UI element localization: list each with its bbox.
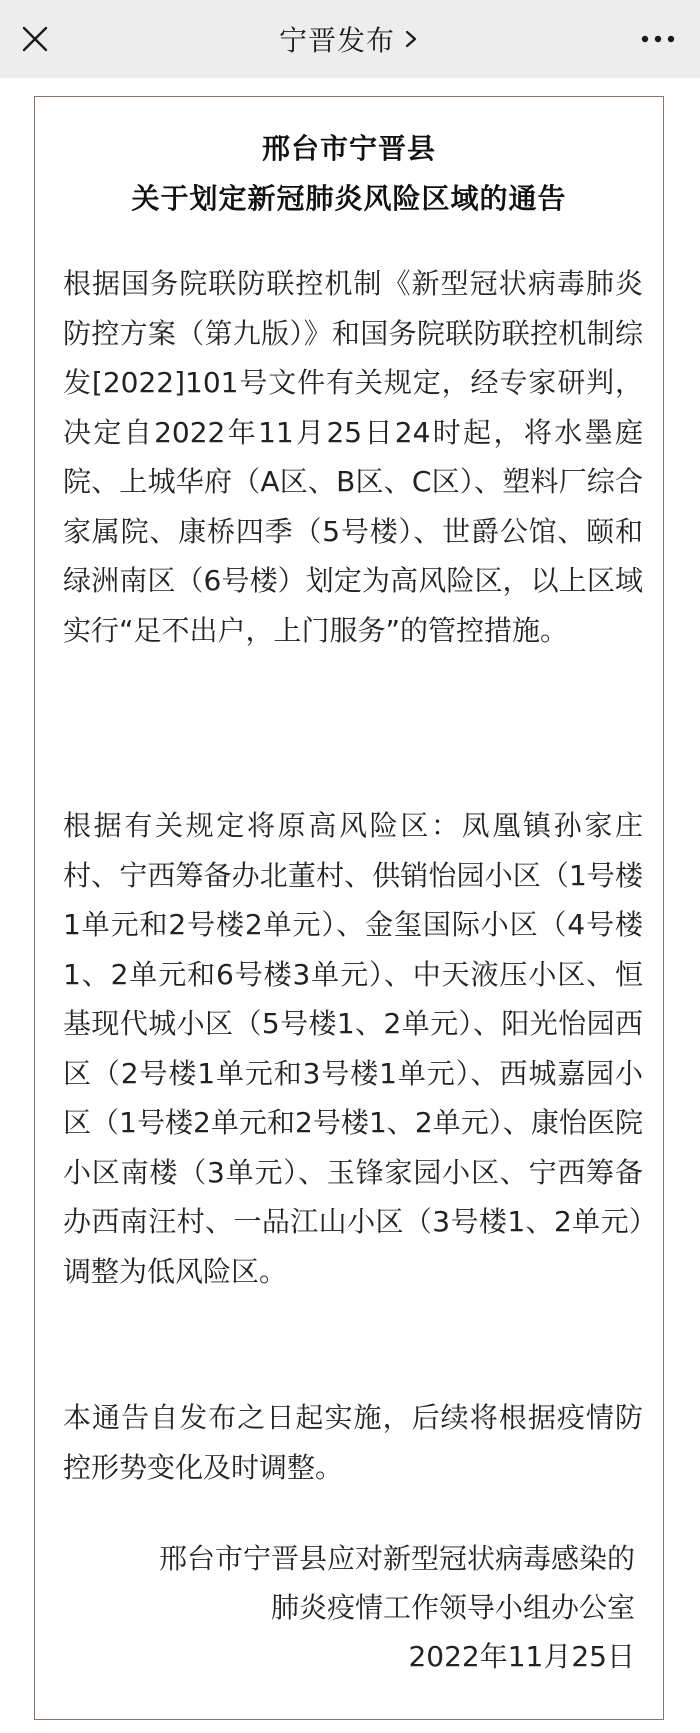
notice-paragraph-low-risk: 根据有关规定将原高风险区：凤凰镇孙家庄村、宁西筹备办北董村、供销怡园小区（1号楼1单元和2号楼2单元）、金玺国际小区（4号楼1、2单元和6号楼3单元）、中天液压小区、恒基现代城小区（5号楼1、2单元）、阳光怡园西区（2号楼1单元和3号楼1单元）、西城嘉园小区（1号楼2单元和2号楼1、2单元）、康怡医院小区南楼（3单元）、玉锋家园小区、宁西筹备办西南汪村、一品江山小区（3号楼1、2单元）调整为低风险区。 [63, 809, 643, 1288]
top-navigation-bar [0, 0, 700, 78]
signature-line1: 邢台市宁晋县应对新型冠状病毒感染的 [158, 1542, 635, 1575]
notice-frame [34, 96, 664, 1720]
more-icon [638, 33, 678, 45]
more-options-button[interactable] [630, 18, 686, 60]
notice-paragraph-high-risk: 根据国务院联防联控机制《新型冠状病毒肺炎防控方案（第九版）》和国务院联防联控机制综发[2022]101号文件有关规定，经专家研判，决定自2022年11月25日24时起，将水墨庭院、上城华府（A区、B区、C区）、塑料厂综合家属院、康桥四季（5号楼）、世爵公馆、颐和绿洲南区（6号楼）划定为高风险区，以上区域实行“足不出户，上门服务”的管控措施。 [63, 267, 643, 647]
account-title: 宁晋发布 [278, 24, 395, 57]
chevron-right-icon [401, 27, 421, 51]
notice-heading-line2: 关于划定新冠肺炎风险区域的通告 [131, 182, 567, 215]
article-content[interactable] [0, 78, 700, 1733]
signature-line2: 肺炎疫情工作领导小组办公室 [270, 1591, 635, 1624]
account-title-link[interactable] [279, 19, 421, 59]
close-icon [20, 24, 50, 54]
notice-heading-line1: 邢台市宁晋县 [261, 132, 436, 165]
notice-paragraph-effective: 本通告自发布之日起实施，后续将根据疫情防控形势变化及时调整。 [63, 1401, 643, 1484]
close-button[interactable] [14, 18, 56, 60]
notice-date: 2022年11月25日 [408, 1640, 635, 1673]
